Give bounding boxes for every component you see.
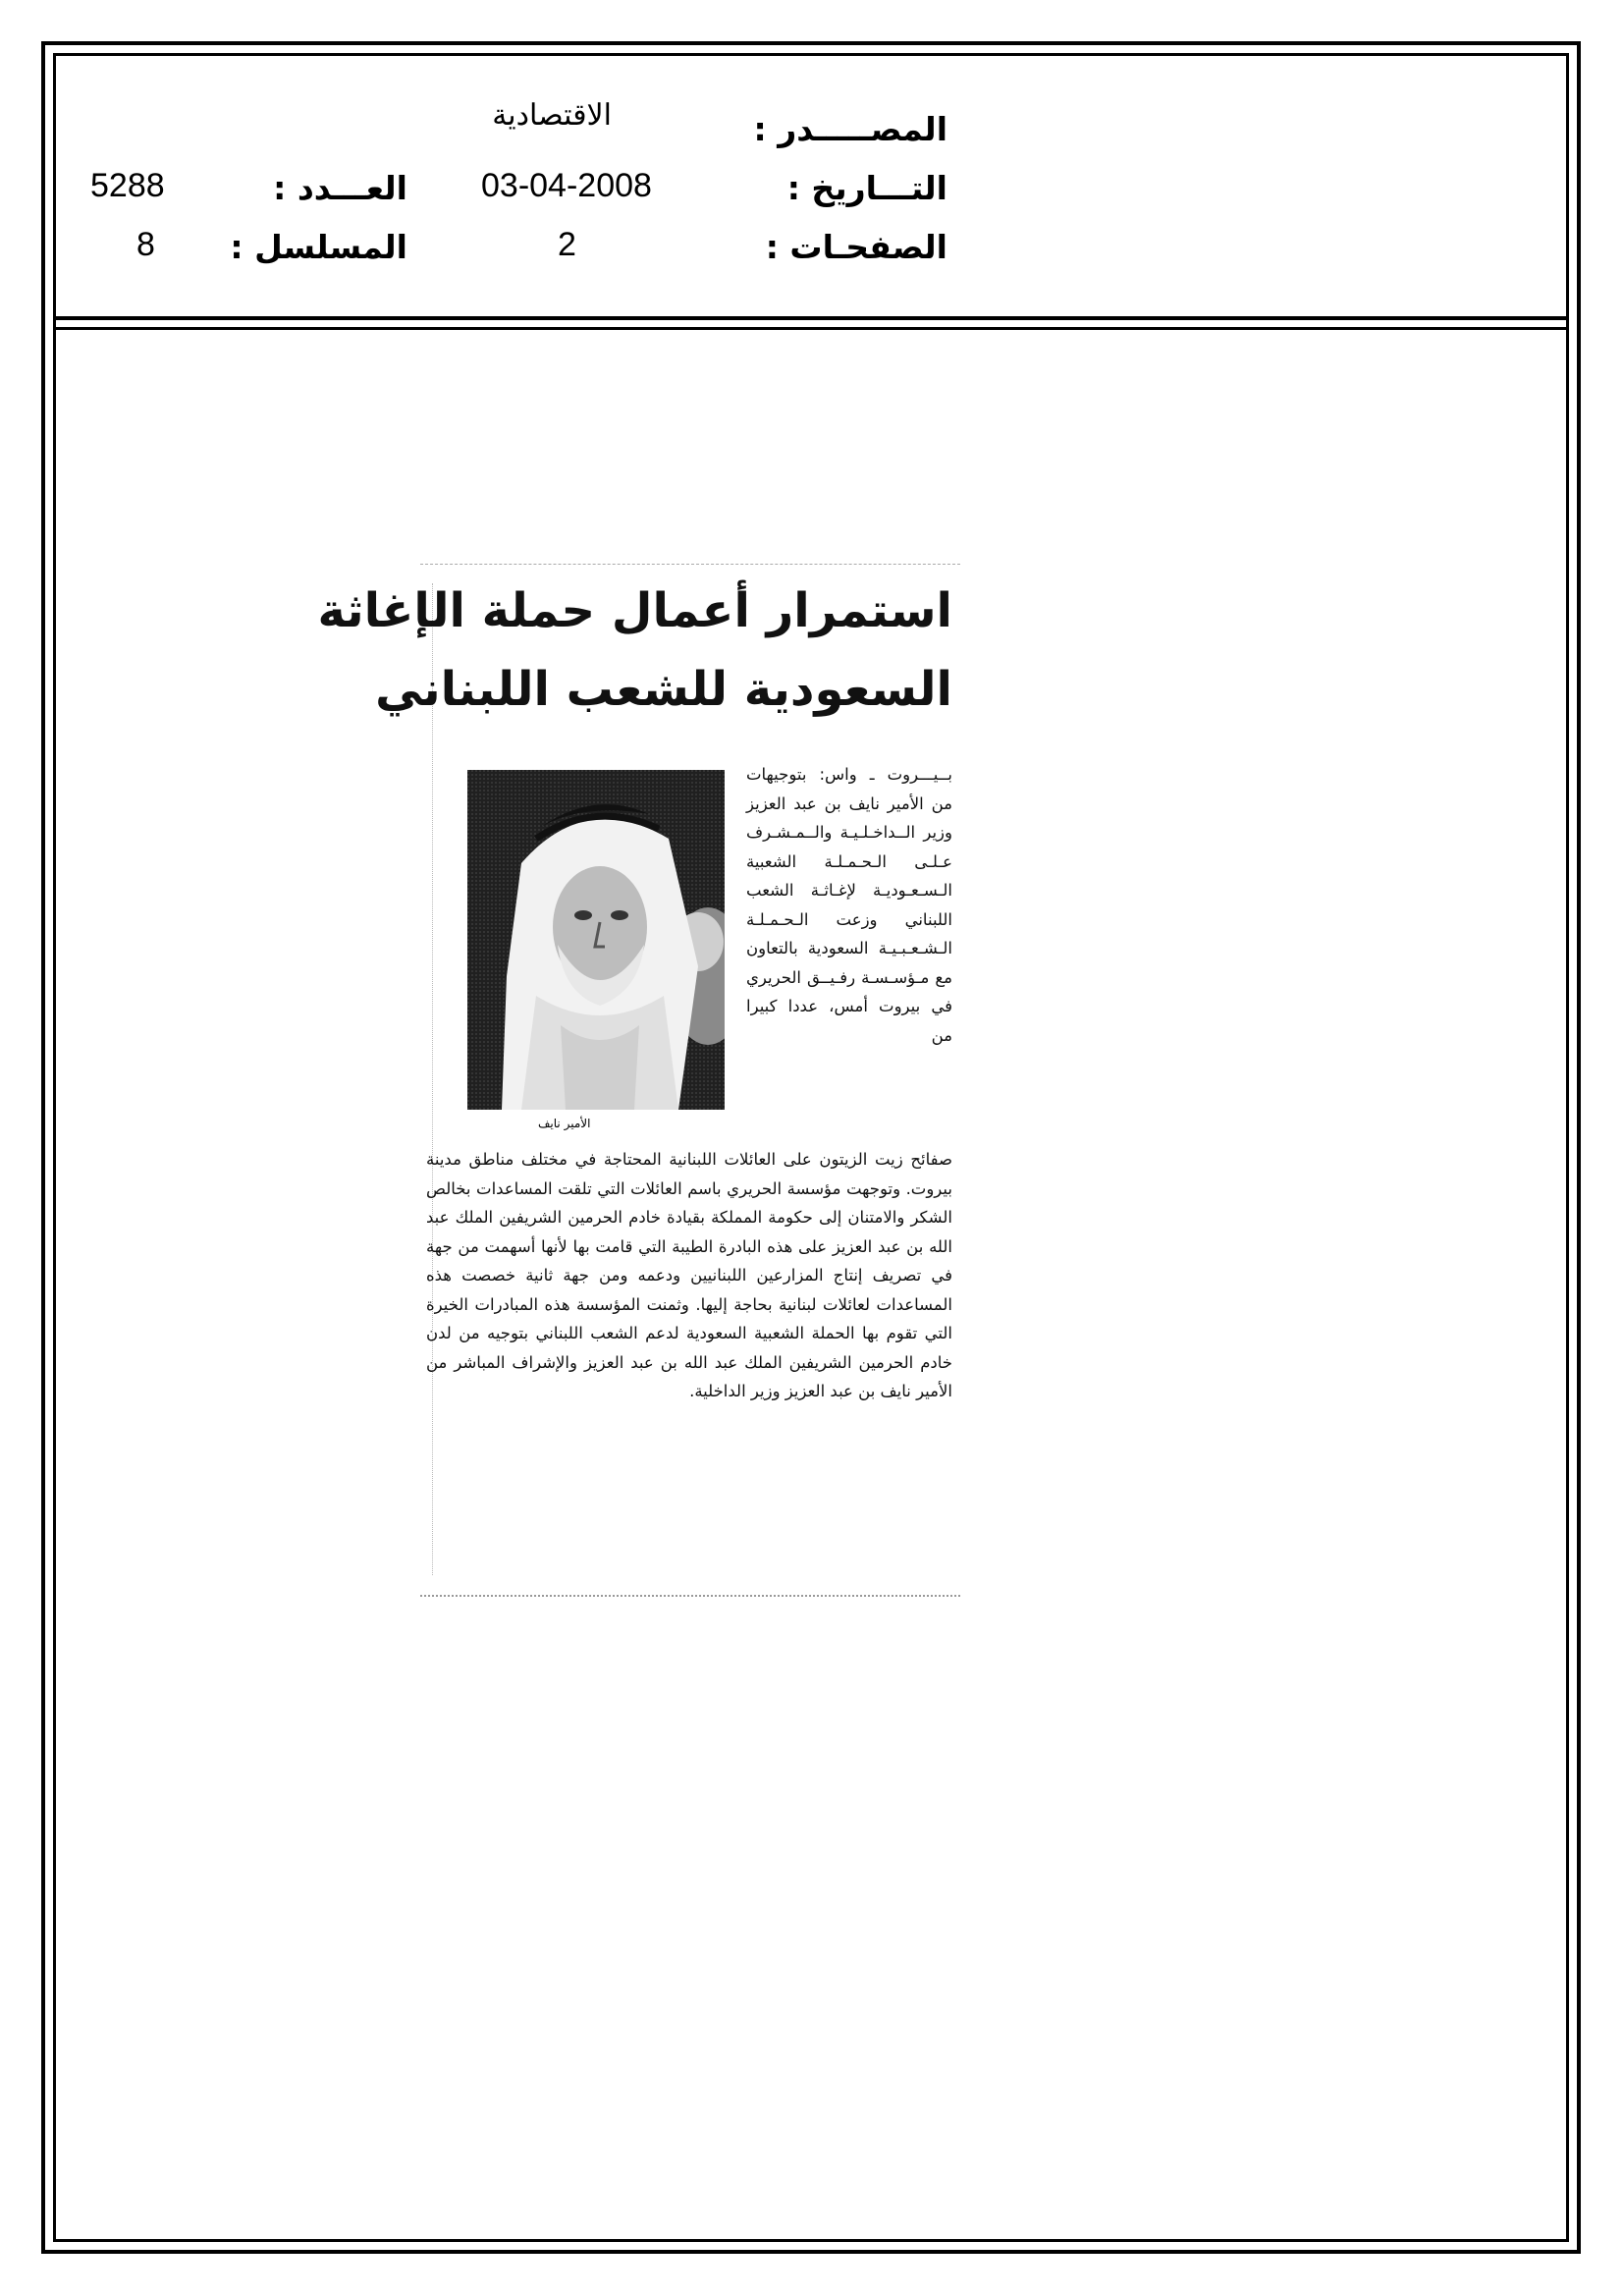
issue-label: العـــدد : xyxy=(273,169,407,207)
portrait-photo xyxy=(467,770,725,1110)
headline-line-2: السعودية للشعب اللبناني xyxy=(375,662,952,717)
source-label: المصـــــدر : xyxy=(753,110,947,148)
headline-line-1: استمرار أعمال حملة الإغاثة xyxy=(317,583,952,638)
clipping-left-edge xyxy=(432,583,433,1575)
pages-label: الصفحـات : xyxy=(765,228,947,266)
clipping-top-edge xyxy=(420,564,960,565)
article-wide-column: صفائح زيت الزيتون على العائلات اللبنانية المحتاجة في مختلف مناطق مدينة بيروت. وتوجهت مؤسسة الحريري باسم العائلات التي تلقت المساعدات بخالص الشكر والامتنان إلى حكومة المملكة بقيادة خادم الحرمين الشريفين الملك عبد الله بن عبد العزيز على هذه البادرة الطيبة التي قامت بها لأنها أسهمت من جهة في تصريف إنتاج المزارعين اللبنانيين ودعمه ومن جهة ثانية خصصت هذه المساعدات لعائلات لبنانية بحاجة إليها. وثمنت المؤسسة هذه المبادرات الخيرة التي تقوم بها الحملة الشعبية السعودية لدعم الشعب اللبناني بتوجيه من لدن خادم الحرمين الشريفين الملك عبد الله بن عبد العزيز والإشراف المباشر من الأمير نايف بن عبد العزيز وزير الداخلية. xyxy=(426,1150,952,1400)
header-divider xyxy=(53,316,1569,330)
serial-value: 8 xyxy=(136,226,155,263)
date-label: التـــاريخ : xyxy=(786,169,947,207)
newspaper-clipping xyxy=(317,564,960,1597)
issue-value: 5288 xyxy=(90,167,165,204)
serial-label: المسلسل : xyxy=(230,228,407,266)
date-value: 03-04-2008 xyxy=(481,167,652,204)
pages-value: 2 xyxy=(558,226,576,263)
photo-caption: الأمير نايف xyxy=(538,1117,591,1130)
source-value: الاقتصادية xyxy=(492,99,612,132)
article-narrow-column: بــيـــروت ـ واس: بتوجيهات من الأمير نايف بن عبد العزيز وزير الــداخـلـيـة والــمـشـرف عـلـى الـحـمـلـة الشعبية الـسـعـوديـة لإغـاثـة الشعب اللبناني وزعت الـحـمـلـة الـشـعـبـيـة السعودية بالتعاون مع مـؤسـسـة رفـيــق الحريري في بيروت أمس، عددا كبيرا من xyxy=(746,765,952,1045)
portrait-illustration xyxy=(467,770,725,1110)
clipping-bottom-edge xyxy=(420,1595,960,1597)
